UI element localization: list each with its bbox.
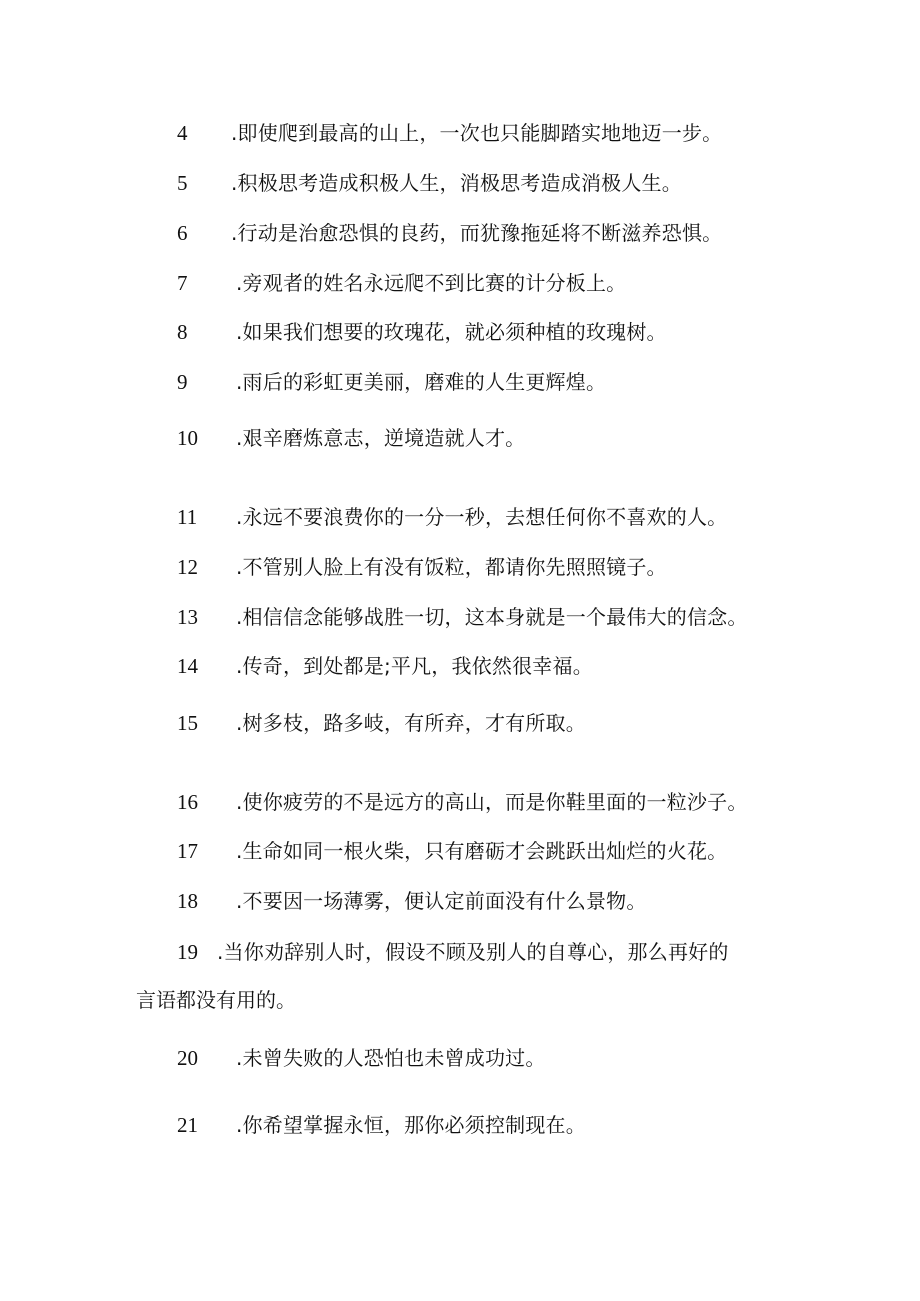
quote-number: 15 (177, 711, 198, 735)
quote-text: .传奇，到处都是;平凡，我依然很幸福。 (236, 654, 593, 678)
quote-number: 6 (177, 221, 188, 245)
quote-text: .永远不要浪费你的一分一秒，去想任何你不喜欢的人。 (236, 505, 728, 529)
quote-text-continuation: 言语都没有用的。 (136, 988, 296, 1012)
quote-number: 9 (177, 370, 188, 394)
quote-number: 20 (177, 1046, 198, 1070)
quote-text: .旁观者的姓名永远爬不到比赛的计分板上。 (236, 271, 627, 295)
quote-number: 16 (177, 790, 198, 814)
quote-text: .你希望掌握永恒，那你必须控制现在。 (236, 1113, 586, 1137)
quote-text: .积极思考造成积极人生，消极思考造成消极人生。 (231, 171, 682, 195)
quote-number: 5 (177, 171, 188, 195)
quote-number: 21 (177, 1113, 198, 1137)
quote-text: .如果我们想要的玫瑰花，就必须种植的玫瑰树。 (236, 320, 667, 344)
quote-text: .不管别人脸上有没有饭粒，都请你先照照镜子。 (236, 555, 667, 579)
quote-text: .使你疲劳的不是远方的高山，而是你鞋里面的一粒沙子。 (236, 790, 748, 814)
quote-number: 11 (177, 505, 198, 529)
quote-text: .相信信念能够战胜一切，这本身就是一个最伟大的信念。 (236, 605, 748, 629)
quote-text: .不要因一场薄雾，便认定前面没有什么景物。 (236, 889, 647, 913)
quote-text: .当你劝辞别人时，假设不顾及别人的自尊心，那么再好的 (217, 940, 729, 964)
quote-number: 10 (177, 426, 198, 450)
quote-number: 18 (177, 889, 198, 913)
quote-text: .树多枝，路多岐，有所弃，才有所取。 (236, 711, 586, 735)
quote-number: 7 (177, 271, 188, 295)
quote-text: .即使爬到最高的山上，一次也只能脚踏实地地迈一步。 (231, 121, 723, 145)
quote-number: 12 (177, 555, 198, 579)
quote-number: 4 (177, 121, 188, 145)
quote-number: 17 (177, 839, 198, 863)
quote-text: .艰辛磨炼意志，逆境造就人才。 (236, 426, 526, 450)
quote-number: 19 (177, 940, 198, 964)
quote-number: 14 (177, 654, 198, 678)
quote-number: 13 (177, 605, 198, 629)
quote-text: .雨后的彩虹更美丽，磨难的人生更辉煌。 (236, 370, 607, 394)
quote-text: .未曾失败的人恐怕也未曾成功过。 (236, 1046, 546, 1070)
quote-text: .行动是治愈恐惧的良药，而犹豫拖延将不断滋养恐惧。 (231, 221, 723, 245)
quote-text: .生命如同一根火柴，只有磨砺才会跳跃出灿烂的火花。 (236, 839, 728, 863)
quote-number: 8 (177, 320, 188, 344)
